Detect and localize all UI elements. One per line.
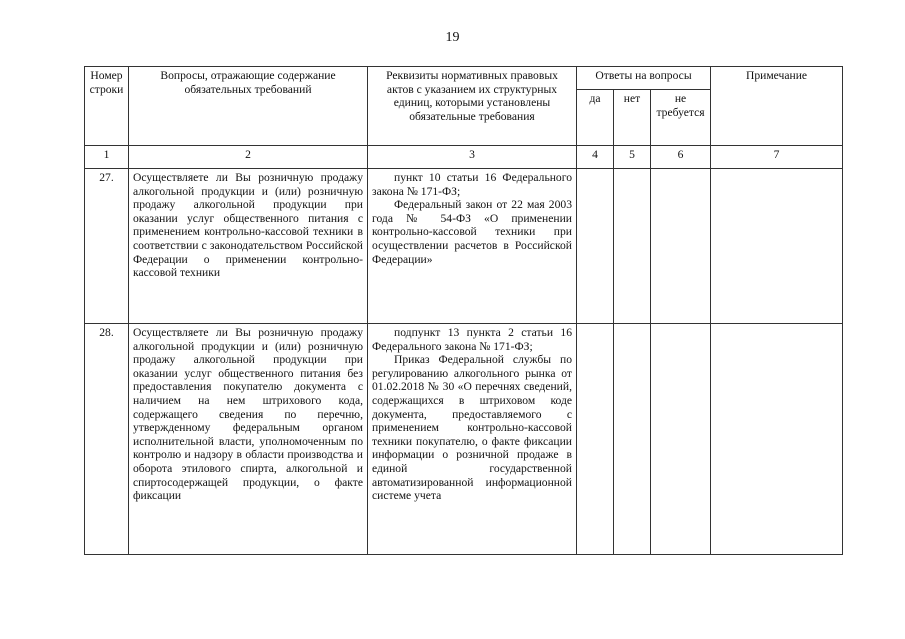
page-number: 19 (445, 30, 460, 45)
col-number: 3 (368, 146, 577, 169)
col-number: 2 (129, 146, 368, 169)
header-answers: Ответы на вопросы (577, 67, 711, 90)
requisites-cell (368, 169, 577, 324)
header-questions: Вопросы, отражающие содержание обязательных требований (129, 67, 368, 146)
table-row (85, 324, 843, 555)
requisite-text: подпункт 13 пункта 2 статьи 16 Федерального закона № 171-ФЗ; (372, 326, 572, 353)
col-number: 7 (711, 146, 843, 169)
answer-no-cell[interactable] (614, 324, 651, 555)
row-number: 27. (85, 169, 129, 324)
header-not-required: не требуется (651, 90, 711, 146)
answer-not-required-cell[interactable] (651, 324, 711, 555)
question-text: Осуществляете ли Вы розничную продажу алкогольной продукции и (или) розничную продажу алкогольной продукции при оказании услуг общественного питания без предоставления покупателю документа с наличием на нем штрихового кода, содержащего сведения по перечню, утвержденному федеральным органом исполнительной власти, уполномоченным по контролю и надзору в области производства и оборота этилового спирта, алкогольной и спиртосодержащей продукции, о факте фиксации (133, 326, 363, 503)
header-note: Примечание (711, 67, 843, 146)
question-cell (129, 324, 368, 555)
table-row (85, 169, 843, 324)
requisite-text: Федеральный закон от 22 мая 2003 года № 54-ФЗ «О применении контрольно-кассовой техники при осуществлении расчетов в Российской Федерации» (372, 198, 572, 266)
answer-yes-cell[interactable] (577, 324, 614, 555)
row-number: 28. (85, 324, 129, 555)
question-cell (129, 169, 368, 324)
header-yes: да (577, 90, 614, 146)
note-cell[interactable] (711, 169, 843, 324)
header-requisites: Реквизиты нормативных правовых актов с указанием их структурных единиц, которыми установлены обязательные требования (368, 67, 577, 146)
answer-no-cell[interactable] (614, 169, 651, 324)
answer-yes-cell[interactable] (577, 169, 614, 324)
col-number: 6 (651, 146, 711, 169)
column-numbers-row (85, 146, 843, 169)
col-number: 1 (85, 146, 129, 169)
requisites-cell (368, 324, 577, 555)
col-number: 5 (614, 146, 651, 169)
requisite-text: пункт 10 статьи 16 Федерального закона № 171-ФЗ; (372, 171, 572, 198)
requirements-table (84, 66, 843, 555)
requisite-text: Приказ Федеральной службы по регулированию алкогольного рынка от 01.02.2018 № 30 «О перечнях сведений, содержащихся в штриховом коде документа, предоставляемого с применением контрольно-кассовой техники покупателю, о факте фиксации информации о розничной продаже в единой государственной автоматизированной информационной системе учета (372, 353, 572, 503)
header-no: нет (614, 90, 651, 146)
note-cell[interactable] (711, 324, 843, 555)
answer-not-required-cell[interactable] (651, 169, 711, 324)
question-text: Осуществляете ли Вы розничную продажу алкогольной продукции и (или) розничную продажу алкогольной продукции при оказании услуг общественного питания с применением контрольно-кассовой техники в соответствии с законодательством Российской Федерации о применении контрольно-кассовой техники (133, 171, 363, 280)
header-row (85, 67, 843, 90)
col-number: 4 (577, 146, 614, 169)
header-row-number: Номер строки (85, 67, 129, 146)
